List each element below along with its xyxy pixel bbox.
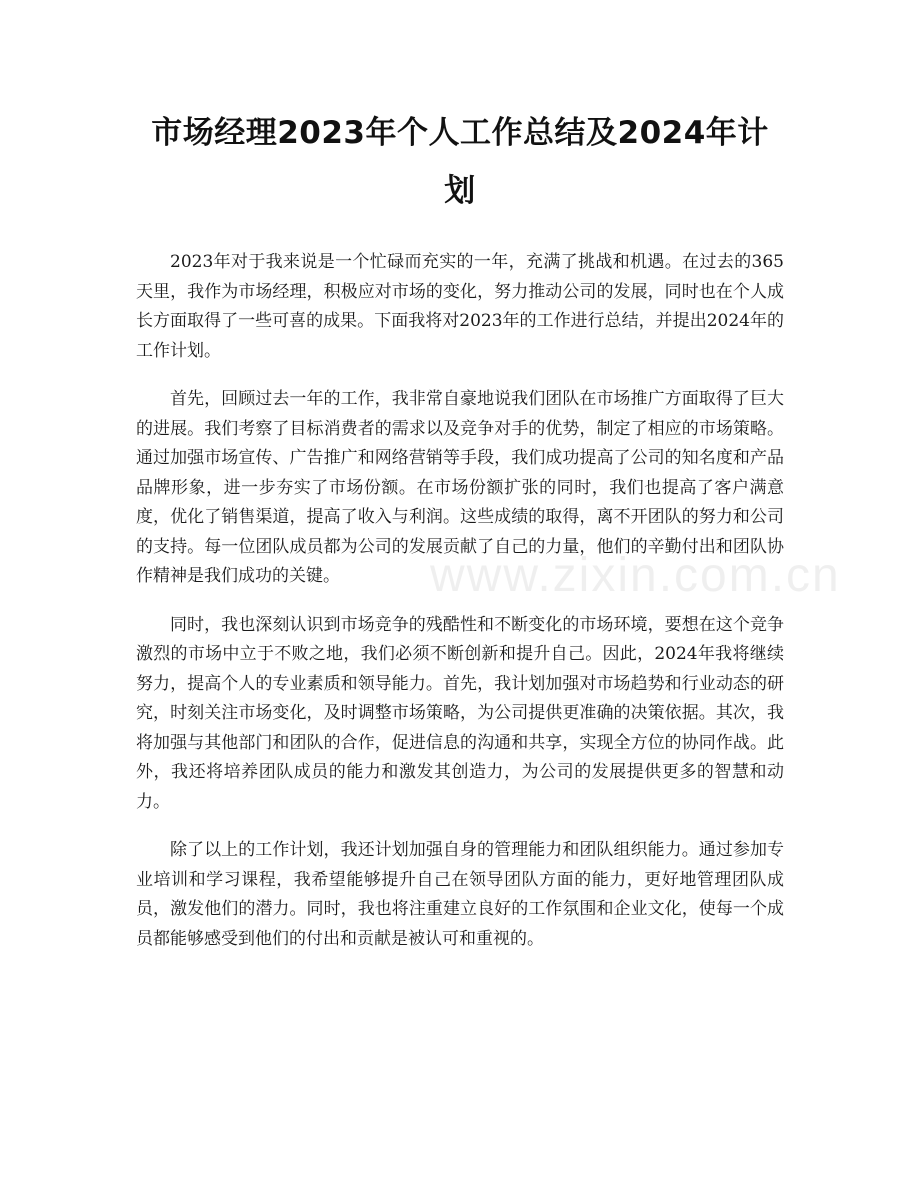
document-title: 市场经理2023年个人工作总结及2024年计划 — [151, 115, 769, 209]
document-body — [136, 248, 784, 973]
paragraph-plan: 同时，我也深刻认识到市场竞争的残酷性和不断变化的市场环境，要想在这个竞争激烈的市场中立于不败之地，我们必须不断创新和提升自己。因此，2024年我将继续努力，提高个人的专业素质和领导能力。首先，我计划加强对市场趋势和行业动态的研究，时刻关注市场变化，及时调整市场策略，为公司提供更准确的决策依据。其次，我将加强与其他部门和团队的合作，促进信息的沟通和共享，实现全方位的协同作战。此外，我还将培养团队成员的能力和激发其创造力，为公司的发展提供更多的智慧和动力。 — [136, 614, 784, 812]
paragraph-intro: 2023年对于我来说是一个忙碌而充实的一年，充满了挑战和机遇。在过去的365天里，我作为市场经理，积极应对市场的变化，努力推动公司的发展，同时也在个人成长方面取得了一些可喜的成果。下面我将对2023年的工作进行总结，并提出2024年的工作计划。 — [136, 252, 784, 361]
paragraph-review: 首先，回顾过去一年的工作，我非常自豪地说我们团队在市场推广方面取得了巨大的进展。我们考察了目标消费者的需求以及竞争对手的优势，制定了相应的市场策略。通过加强市场宣传、广告推广和网络营销等手段，我们成功提高了公司的知名度和产品品牌形象，进一步夯实了市场份额。在市场份额扩张的同时，我们也提高了客户满意度，优化了销售渠道，提高了收入与利润。这些成绩的取得，离不开团队的努力和公司的支持。每一位团队成员都为公司的发展贡献了自己的力量，他们的辛勤付出和团队协作精神是我们成功的关键。 — [136, 389, 784, 586]
paragraph-management: 除了以上的工作计划，我还计划加强自身的管理能力和团队组织能力。通过参加专业培训和学习课程，我希望能够提升自己在领导团队方面的能力，更好地管理团队成员，激发他们的潜力。同时，我也将注重建立良好的工作氛围和企业文化，使每一个成员都能够感受到他们的付出和贡献是被认可和重视的。 — [136, 840, 784, 949]
watermark: www.zixin.com.cn — [430, 549, 841, 602]
